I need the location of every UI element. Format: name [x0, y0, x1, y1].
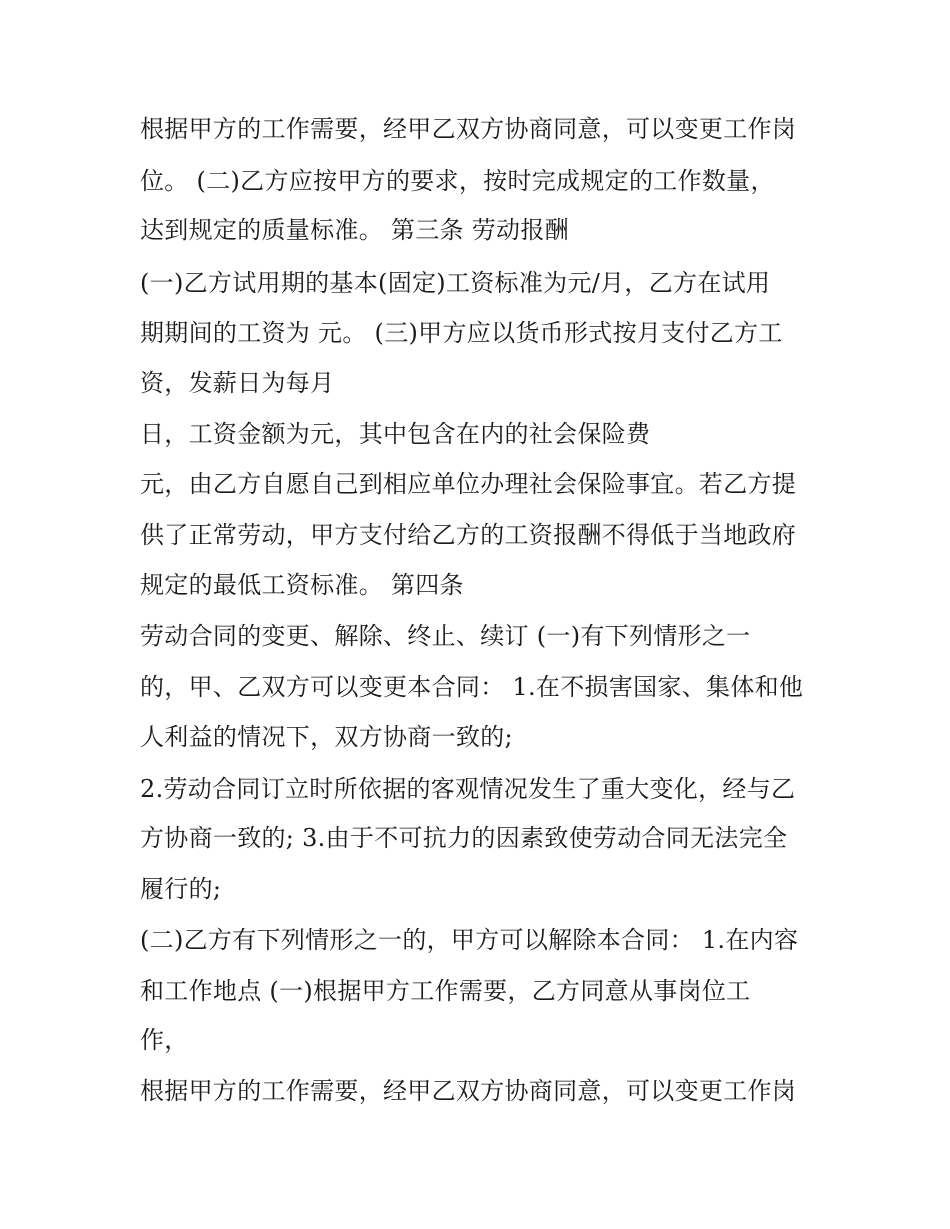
text-line: 供了正常劳动，甲方支付给乙方的工资报酬不得低于当地政府: [140, 521, 797, 549]
text-line: 根据甲方的工作需要，经甲乙双方协商同意，可以变更工作岗: [140, 1077, 797, 1105]
text-line: 方协商一致的; 3.由于不可抗力的因素致使劳动合同无法完全: [140, 824, 788, 852]
text-line: 资，发薪日为每月: [140, 369, 335, 397]
text-line: 期期间的工资为 元。 (三)甲方应以货币形式按月支付乙方工: [140, 319, 783, 347]
text-line: (二)乙方有下列情形之一的，甲方可以解除本合同： 1.在内容: [140, 926, 799, 954]
text-line: 2.劳动合同订立时所依据的客观情况发生了重大变化，经与乙: [140, 775, 796, 803]
text-line: 根据甲方的工作需要，经甲乙双方协商同意，可以变更工作岗: [140, 115, 797, 143]
text-line: 劳动合同的变更、解除、终止、续订 (一)有下列情形之一: [140, 622, 751, 650]
text-line: 位。 (二)乙方应按甲方的要求，按时完成规定的工作数量，: [140, 167, 775, 195]
text-line: 规定的最低工资标准。 第四条: [140, 571, 464, 599]
text-line: 人利益的情况下，双方协商一致的;: [140, 723, 513, 751]
text-line: 元，由乙方自愿自己到相应单位办理社会保险事宜。若乙方提: [140, 470, 797, 498]
text-line: 日，工资金额为元，其中包含在内的社会保险费: [140, 420, 651, 448]
text-line: (一)乙方试用期的基本(固定)工资标准为元/月，乙方在试用: [140, 269, 771, 297]
text-line: 履行的;: [140, 875, 222, 903]
text-line: 作，: [140, 1026, 189, 1054]
text-line: 达到规定的质量标准。 第三条 劳动报酬: [140, 216, 569, 244]
text-line: 的，甲、乙双方可以变更本合同： 1.在不损害国家、集体和他: [140, 673, 804, 701]
text-line: 和工作地点 (一)根据甲方工作需要，乙方同意从事岗位工: [140, 977, 751, 1005]
